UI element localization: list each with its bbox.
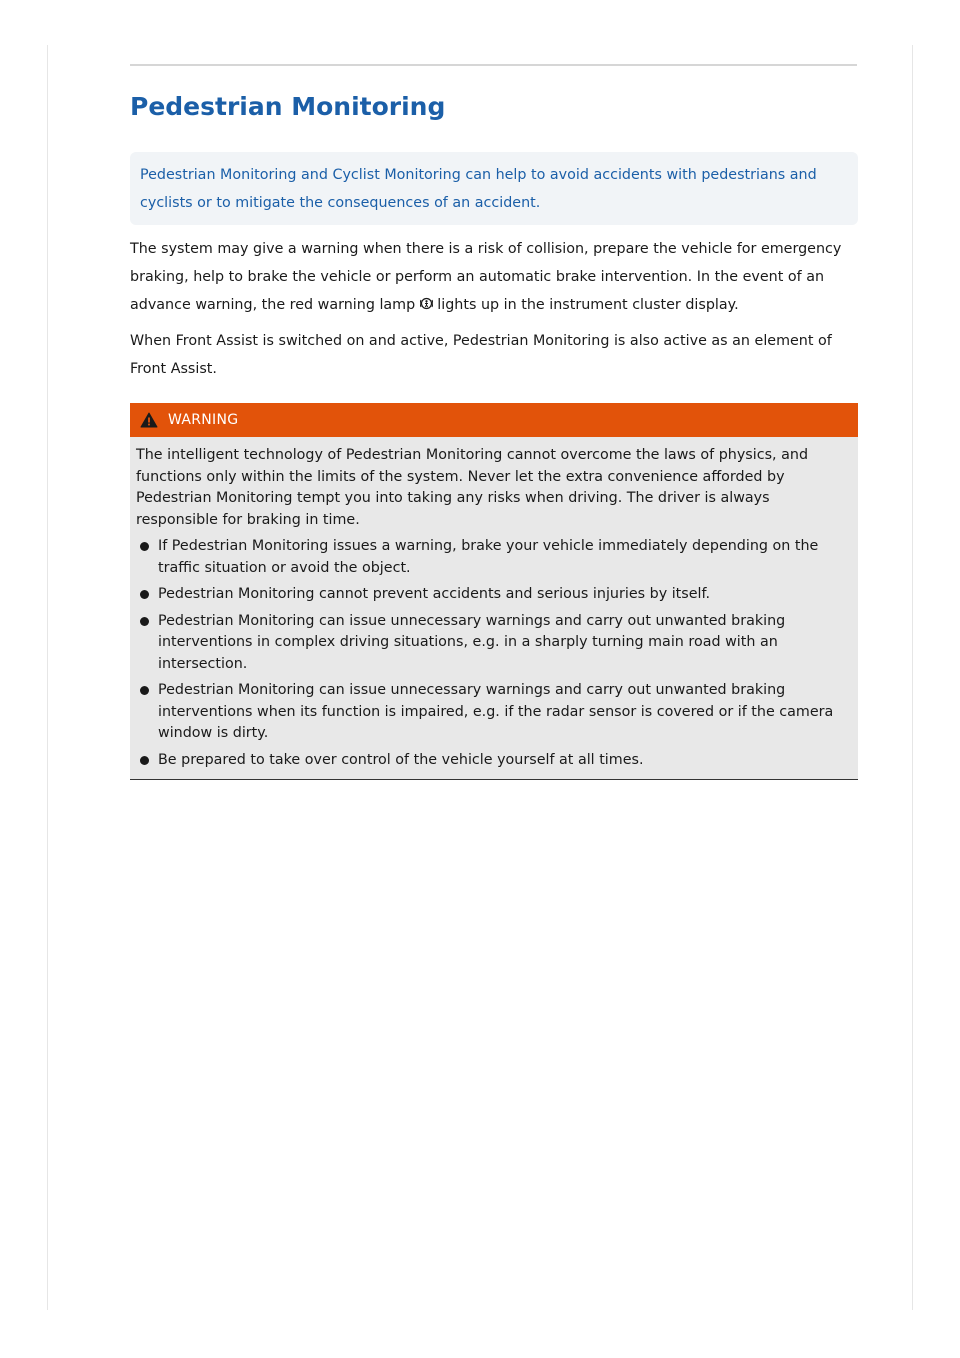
header-divider xyxy=(130,64,857,66)
intro-box xyxy=(130,152,858,225)
warning-header xyxy=(130,403,858,437)
list-item: If Pedestrian Monitoring issues a warning, brake your vehicle immediately depending on the traffic situation or avoid the object. xyxy=(136,536,848,579)
bullet-icon xyxy=(140,590,149,599)
description-text-end: lights up in the instrument cluster display. xyxy=(437,297,739,313)
page-border-left xyxy=(47,45,48,1310)
warning-body xyxy=(130,437,858,779)
collision-warning-lamp-icon xyxy=(420,292,433,305)
bullet-icon xyxy=(140,686,149,695)
bullet-icon xyxy=(140,542,149,551)
page-content xyxy=(130,88,858,780)
warning-intro: The intelligent technology of Pedestrian Monitoring cannot overcome the laws of physics, and functions only within the limits of the system. Never let the extra convenience afforded by Pedestrian Monitoring tempt you into taking any risks when driving. The driver is always responsible for braking in time. xyxy=(136,447,809,528)
page-title: Pedestrian Monitoring xyxy=(130,92,446,121)
warning-triangle-icon xyxy=(140,412,158,428)
page-border-right xyxy=(912,45,913,1310)
bullet-icon xyxy=(140,756,149,765)
description-paragraph xyxy=(130,235,858,319)
list-item: Be prepared to take over control of the vehicle yourself at all times. xyxy=(136,750,848,772)
description-text-start: The system may give a warning when there is a risk of collision, prepare the vehicle for emergency braking, help to brake the vehicle or perform an automatic brake intervention. In the event of an advance warning, the red warning lamp xyxy=(130,241,842,313)
list-item: Pedestrian Monitoring can issue unnecessary warnings and carry out unwanted braking interventions in complex driving situations, e.g. in a sharply turning main road with an intersection. xyxy=(136,611,848,676)
front-assist-paragraph: When Front Assist is switched on and active, Pedestrian Monitoring is also active as an element of Front Assist. xyxy=(130,333,832,377)
list-item: Pedestrian Monitoring cannot prevent accidents and serious injuries by itself. xyxy=(136,584,848,606)
intro-text: Pedestrian Monitoring and Cyclist Monitoring can help to avoid accidents with pedestrians and cyclists or to mitigate the consequences of an accident. xyxy=(140,167,817,211)
warning-list xyxy=(136,536,848,771)
warning-box xyxy=(130,403,858,780)
bullet-icon xyxy=(140,617,149,626)
warning-label: WARNING xyxy=(168,412,239,428)
list-item: Pedestrian Monitoring can issue unnecessary warnings and carry out unwanted braking interventions when its function is impaired, e.g. if the radar sensor is covered or if the camera window is dirty. xyxy=(136,680,848,745)
